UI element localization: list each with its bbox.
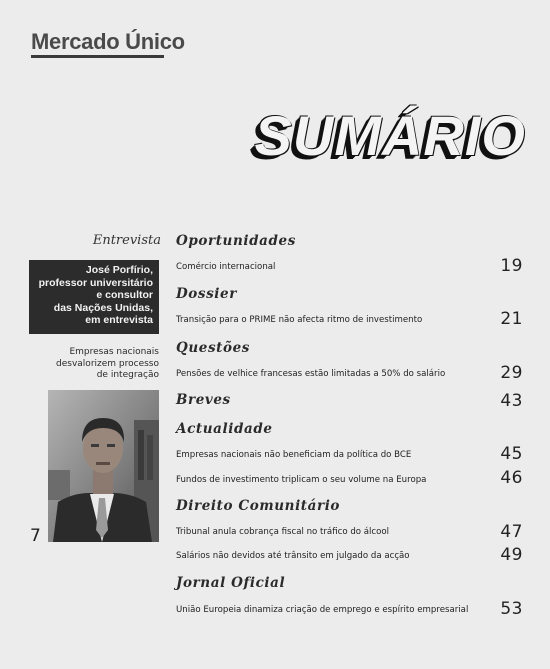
toc-page-number: 49 [500, 545, 523, 565]
toc-item: Fundos de investimento triplicam o seu volume na Europa [176, 475, 427, 485]
section-title-questoes: Questões [176, 340, 250, 356]
interviewee-photo [48, 390, 159, 542]
toc-item: Comércio internacional [176, 262, 276, 272]
section-title-actualidade: Actualidade [176, 421, 273, 437]
toc-item: Empresas nacionais não beneficiam da política do BCE [176, 450, 412, 460]
toc-page-number: 19 [500, 256, 523, 276]
toc-page-number: 53 [500, 599, 523, 619]
publication-title: Mercado Único [31, 29, 185, 54]
toc-page-number: 47 [500, 522, 523, 542]
toc-item: União Europeia dinamiza criação de emprego e espírito empresarial [176, 605, 469, 615]
toc-item: Pensões de velhice francesas estão limitadas a 50% do salário [176, 369, 446, 379]
section-title-oportunidades: Oportunidades [176, 233, 296, 249]
interview-text [29, 264, 153, 327]
teaser-line: Empresas nacionais [69, 347, 159, 357]
toc-item: Transição para o PRIME não afecta ritmo de investimento [176, 315, 423, 325]
interview-line: e consultor [96, 289, 153, 302]
toc-page-number: 21 [500, 309, 523, 329]
interview-line: das Nações Unidas, [53, 301, 153, 314]
toc-page-number: 43 [500, 391, 523, 411]
teaser-line: de integração [96, 370, 159, 380]
toc-item: Salários não devidos até trânsito em julgado da acção [176, 551, 410, 561]
toc-item: Tribunal anula cobrança fiscal no tráfico do álcool [176, 527, 390, 537]
side-teaser [29, 347, 159, 382]
section-title-jornal-oficial: Jornal Oficial [176, 575, 286, 591]
interview-page-number: 7 [30, 526, 41, 546]
section-title-breves: Breves [176, 392, 231, 408]
interview-line: professor universitário [38, 276, 153, 289]
teaser-line: desvalorizem processo [56, 358, 159, 369]
section-title-direito-comunitario: Direito Comunitário [176, 498, 341, 514]
toc-page-number: 46 [500, 468, 523, 488]
section-title-dossier: Dossier [176, 286, 237, 302]
toc-page-number: 29 [500, 363, 523, 383]
interview-line: José Porfírio, [85, 264, 153, 276]
interview-label: Entrevista [92, 233, 161, 248]
page-title: SUMÁRIO [254, 104, 526, 167]
toc-page-number: 45 [500, 444, 523, 464]
interview-line: em entrevista [85, 314, 153, 327]
publication-underline [31, 55, 164, 58]
